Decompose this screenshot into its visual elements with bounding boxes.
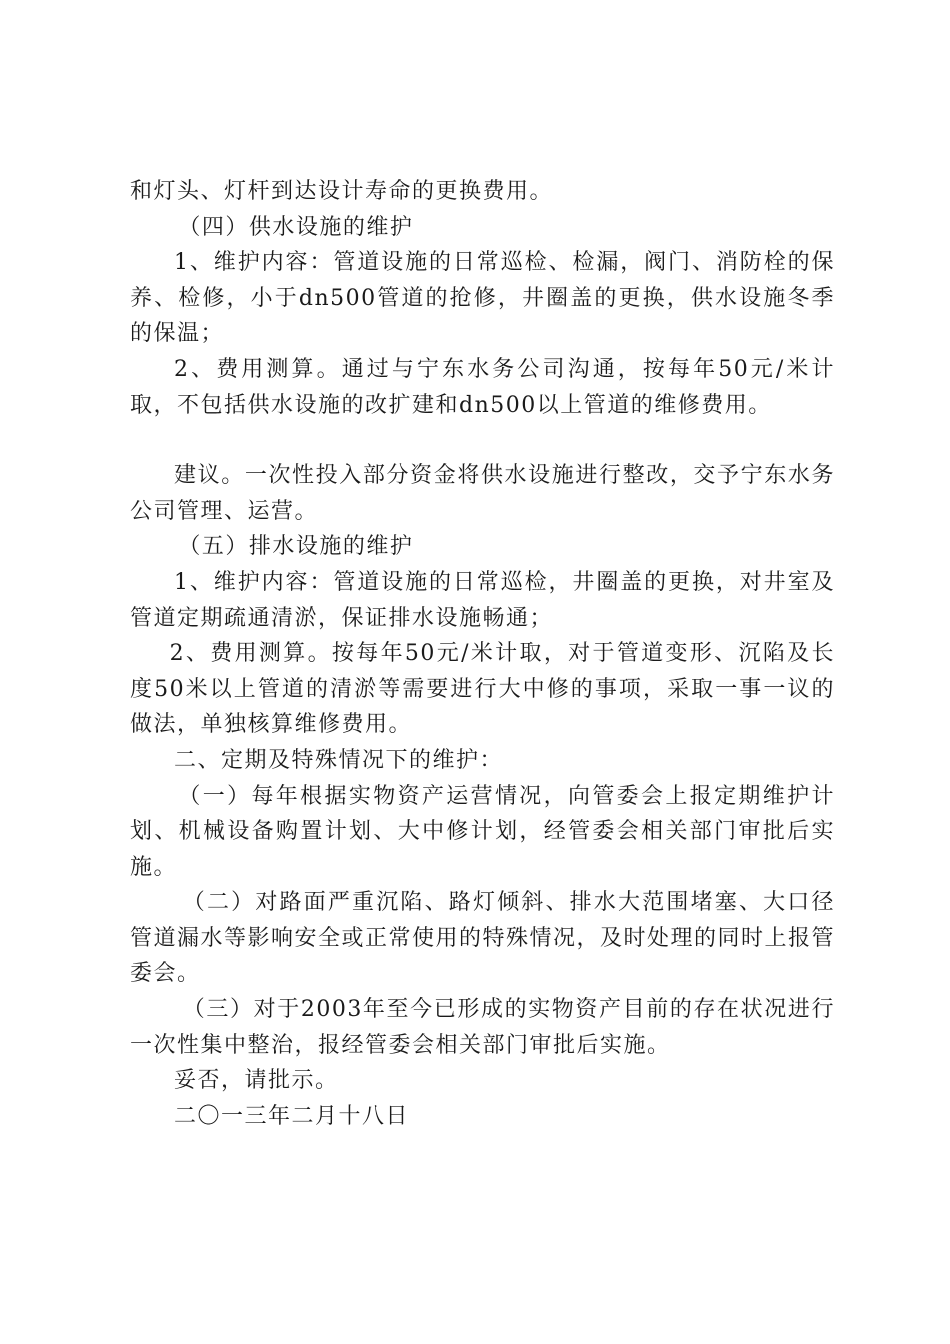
paragraph-water-supply-cost: 2、费用测算。通过与宁东水务公司沟通，按每年50元/米计取，不包括供水设施的改扩建和dn500以上管道的维修费用。 (130, 356, 835, 418)
paragraph-drainage-content: 1、维护内容：管道设施的日常巡检，井圈盖的更换，对井室及管道定期疏通清淤，保证排水设施畅通； (130, 569, 835, 631)
paragraph-periodic-plan: （一）每年根据实物资产运营情况，向管委会上报定期维护计划、机械设备购置计划、大中修计划，经管委会相关部门审批后实施。 (130, 783, 835, 880)
heading-periodic-special-maintenance: 二、定期及特殊情况下的维护： (174, 747, 504, 773)
document-date: 二〇一三年二月十八日 (174, 1103, 410, 1129)
document-body (130, 174, 835, 1134)
closing-request: 妥否，请批示。 (174, 1068, 339, 1094)
paragraph-streetlight-cost-continuation: 和灯头、灯杆到达设计寿命的更换费用。 (130, 179, 554, 204)
heading-drainage-maintenance: （五）排水设施的维护 (178, 534, 414, 560)
paragraph-special-cases: （二）对路面严重沉陷、路灯倾斜、排水大范围堵塞、大口径管道漏水等影响安全或正常使用的特殊情况，及时处理的同时上报管委会。 (130, 890, 836, 987)
paragraph-water-supply-content: 1、维护内容：管道设施的日常巡检、检漏，阀门、消防栓的保养、检修，小于dn500管道的抢修，井圈盖的更换，供水设施冬季的保温； (130, 250, 835, 347)
paragraph-drainage-cost: 2、费用测算。按每年50元/米计取，对于管道变形、沉陷及长度50米以上管道的清淤等需要进行大中修的事项，采取一事一议的做法，单独核算维修费用。 (130, 641, 835, 738)
paragraph-centralized-remediation: （三）对于2003年至今已形成的实物资产目前的存在状况进行一次性集中整治，报经管委会相关部门审批后实施。 (130, 997, 835, 1058)
paragraph-spacer (130, 423, 835, 458)
heading-water-supply-maintenance: （四）供水设施的维护 (178, 214, 414, 240)
paragraph-suggestion: 建议。一次性投入部分资金将供水设施进行整改，交予宁东水务公司管理、运营。 (130, 463, 835, 524)
